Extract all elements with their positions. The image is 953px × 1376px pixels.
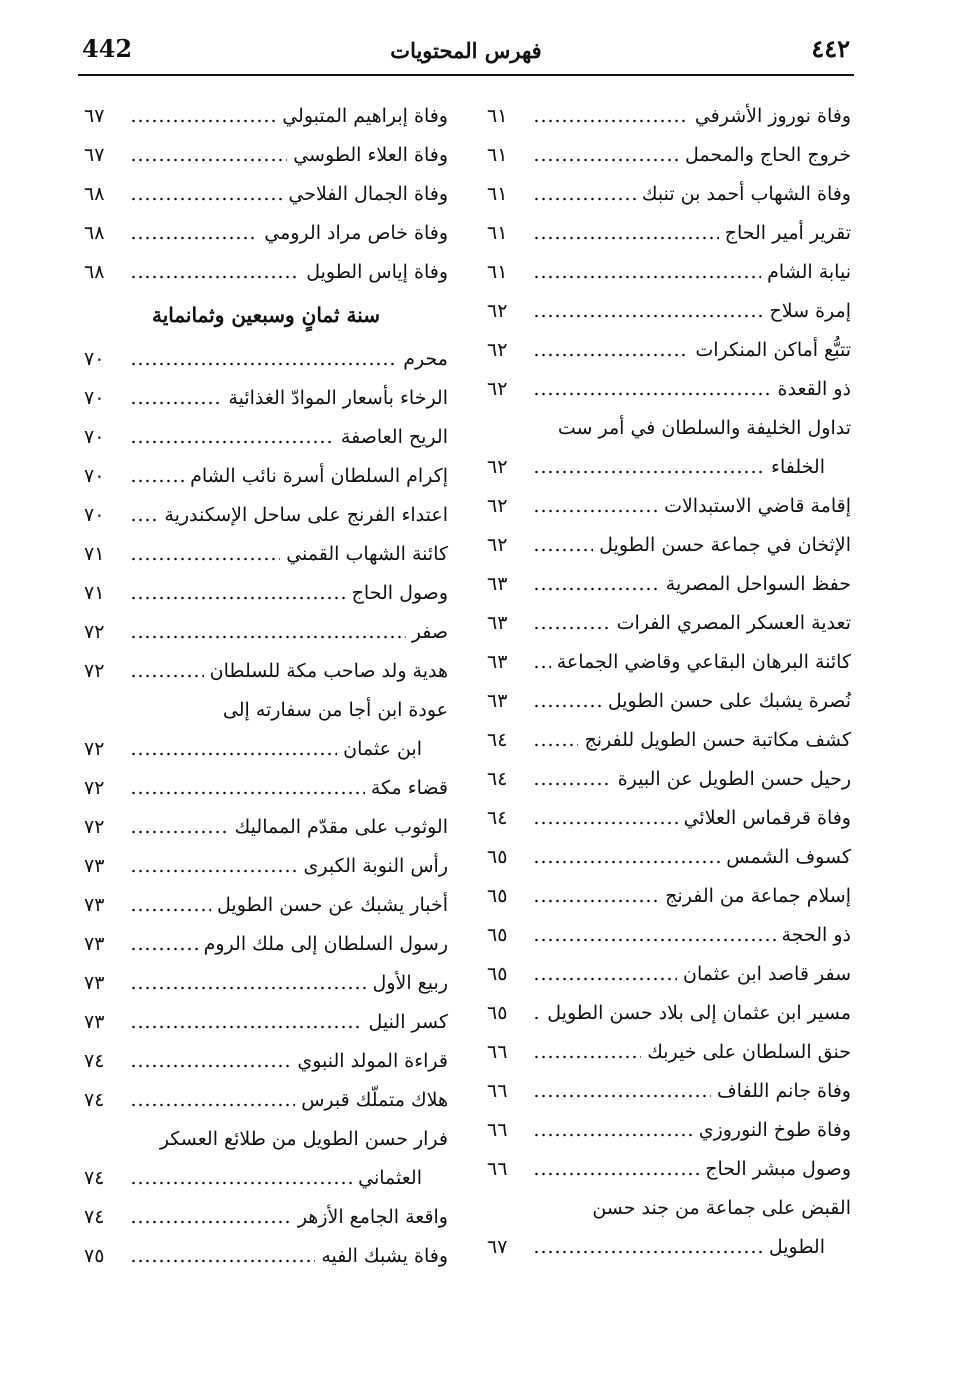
toc-entry-page: ٧٤ [84,1205,105,1228]
toc-entry-page: ٦٦ [487,1157,508,1180]
toc-entry [487,525,851,564]
dot-leader [130,674,204,678]
toc-entry [84,807,448,846]
dot-leader [130,236,258,240]
toc-entry [487,876,851,915]
toc-entry-wrapped-line [84,690,448,729]
toc-entry-page: ٦٥ [487,962,508,985]
toc-entry [487,759,851,798]
toc-entry-title: أخبار يشبك عن حسن الطويل [217,893,448,916]
toc-entry [487,798,851,837]
toc-entry-title: نيابة الشام [767,260,851,283]
dot-leader [533,197,636,201]
toc-entry [487,1149,851,1188]
dot-leader [533,1172,699,1176]
toc-entry-page: ٦٢ [487,455,508,478]
dot-leader [533,1055,641,1059]
toc-entry-page: ٧٣ [84,971,105,994]
toc-entry-page: ٧٢ [84,620,105,643]
toc-entry-title: وفاة قرقماس العلائي [683,806,851,829]
toc-entry-title: الرخاء بأسعار الموادّ الغذائية [228,386,448,409]
toc-entry-title: رسول السلطان إلى ملك الروم [203,932,448,955]
toc-entry-page: ٧٤ [84,1166,105,1189]
toc-entry-page: ٦٢ [487,533,508,556]
toc-entry-page: ٦٧ [84,104,105,127]
toc-entry-page: ٧٠ [84,425,105,448]
toc-entry [487,993,851,1032]
dot-leader [130,1025,363,1029]
toc-entry-title: هلاك متملّك قبرس [301,1088,448,1111]
page-number-latin: 442 [82,34,133,63]
toc-entry-title: وفاة إياس الطويل [306,260,448,283]
toc-entry-title: اعتداء الفرنج على ساحل الإسكندرية [164,503,448,526]
toc-entry-page: ٦٦ [487,1118,508,1141]
toc-entry-title: تقرير أمير الحاج [724,221,851,244]
dot-leader [130,791,365,795]
toc-entry [487,96,851,135]
toc-entry-title: هدية ولد صاحب مكة للسلطان [209,659,448,682]
toc-entry-page: ٦١ [487,143,508,166]
toc-entry-page: ٦٣ [487,689,508,712]
toc-entry-page: ٦٤ [487,767,508,790]
toc-entry-page: ٧٠ [84,503,105,526]
toc-entry [487,1227,851,1266]
toc-entry-title: وفاة نوروز الأشرفي [694,104,851,127]
dot-leader [130,1220,292,1224]
dot-leader [533,743,578,747]
dot-leader [533,392,772,396]
toc-entry-title: تداول الخليفة والسلطان في أمر ست [557,416,851,439]
toc-entry-title: حنق السلطان على خيربك [647,1040,851,1063]
dot-leader [533,509,658,513]
toc-entry [487,603,851,642]
toc-column-left [84,96,448,1275]
dot-leader [533,899,659,903]
toc-entry-page: ٦٧ [487,1235,508,1258]
toc-entry-title: الإثخان في جماعة حسن الطويل [599,533,851,556]
toc-entry-page: ٦٥ [487,923,508,946]
toc-entry-title: سفر قاصد ابن عثمان [683,962,851,985]
toc-entry [487,954,851,993]
dot-leader [130,518,158,522]
toc-entry-page: ٧١ [84,542,105,565]
toc-entry [84,963,448,1002]
toc-entry [487,642,851,681]
toc-entry-wrapped-line [487,408,851,447]
toc-entry-page: ٦٧ [84,143,105,166]
toc-entry [84,1236,448,1275]
toc-entry-title: عودة ابن أجا من سفارته إلى [222,698,448,721]
toc-entry [487,681,851,720]
page-header [82,30,850,70]
toc-entry-page: ٧٣ [84,893,105,916]
dot-leader [130,596,346,600]
toc-entry-title: قضاء مكة [370,776,448,799]
toc-entry-page: ٦٥ [487,845,508,868]
toc-entry-title: فرار حسن الطويل من طلائع العسكر [159,1127,448,1150]
toc-entry-title: ابن عثمان [343,737,422,760]
dot-leader [533,1250,763,1254]
toc-entry [84,1041,448,1080]
toc-entry-title: الريح العاصفة [340,425,448,448]
toc-entry-title: إكرام السلطان أسرة نائب الشام [190,464,448,487]
toc-entry-page: ٧٣ [84,1010,105,1033]
toc-entry [487,252,851,291]
toc-entry-title: الطويل [768,1235,825,1258]
dot-leader [533,1133,693,1137]
toc-entry-page: ٦٦ [487,1079,508,1102]
toc-entry [84,612,448,651]
toc-entry [84,252,448,291]
toc-entry-page: ٧٠ [84,347,105,370]
toc-entry-page: ٦١ [487,221,508,244]
toc-entry-page: ٦٢ [487,299,508,322]
toc-entry-page: ٦٢ [487,338,508,361]
toc-entry [84,573,448,612]
toc-entry [84,495,448,534]
dot-leader [130,197,282,201]
toc-entry-page: ٦١ [487,260,508,283]
toc-entry [84,768,448,807]
toc-entry-title: كائنة البرهان البقاعي وقاضي الجماعة [556,650,851,673]
toc-entry [487,1071,851,1110]
toc-entry-title: تعدية العسكر المصري الفرات [616,611,851,634]
toc-entry [84,96,448,135]
toc-entry-title: رحيل حسن الطويل عن البيرة [617,767,851,790]
toc-entry-title: ذو القعدة [777,377,851,400]
toc-entry-title: إسلام جماعة من الفرنج [665,884,851,907]
toc-entry [84,1158,448,1197]
dot-leader [130,908,211,912]
toc-entry-title: وفاة الشهاب أحمد بن تنبك [641,182,851,205]
toc-entry [487,837,851,876]
dot-leader [533,119,689,123]
toc-entry-title: رأس النوبة الكبرى [303,854,448,877]
toc-entry-page: ٦٤ [487,728,508,751]
page-number-arabic: ٤٤٢ [811,34,850,63]
toc-entry-wrapped-line [487,1188,851,1227]
toc-entry-title: واقعة الجامع الأزهر [297,1205,448,1228]
toc-entry [84,135,448,174]
dot-leader [533,158,679,162]
toc-entry-page: ٦٦ [487,1040,508,1063]
toc-entry-wrapped-line [84,1119,448,1158]
toc-entry-page: ٧٣ [84,854,105,877]
toc-entry [84,651,448,690]
toc-entry-page: ٦١ [487,182,508,205]
toc-column-right [487,96,851,1266]
dot-leader [130,275,300,279]
dot-leader [533,1094,711,1098]
toc-entry [84,534,448,573]
toc-entry-page: ٧٢ [84,659,105,682]
dot-leader [130,401,222,405]
dot-leader [130,986,367,990]
toc-entry-page: ٧٢ [84,776,105,799]
toc-entry [487,369,851,408]
header-rule [78,74,854,76]
toc-entry-title: وفاة جانم اللفاف [716,1079,851,1102]
dot-leader [130,947,198,951]
dot-leader [130,635,406,639]
toc-entry-title: وفاة طوخ النوروزي [698,1118,851,1141]
dot-leader [533,782,612,786]
toc-entry-title: ذو الحجة [781,923,851,946]
toc-entry [487,1110,851,1149]
toc-entry-page: ٦٣ [487,572,508,595]
toc-entry-title: وصول مبشر الحاج [705,1157,851,1180]
toc-entry-page: ٧٥ [84,1244,105,1267]
toc-entry [487,1032,851,1071]
toc-entry-page: ٧٠ [84,386,105,409]
toc-entry-title: القبض على جماعة من جند حسن [592,1196,851,1219]
toc-entry-page: ٦٨ [84,182,105,205]
dot-leader [130,1181,352,1185]
toc-entry [84,456,448,495]
dot-leader [533,665,551,669]
toc-entry-page: ٦٨ [84,221,105,244]
dot-leader [130,557,280,561]
toc-entry-title: كشف مكاتبة حسن الطويل للفرنج [584,728,851,751]
dot-leader [533,626,611,630]
dot-leader [533,860,720,864]
toc-entry-title: ربيع الأول [372,971,448,994]
toc-entry-title: الوثوب على مقدّم المماليك [234,815,448,838]
toc-entry [84,174,448,213]
toc-entry-page: ٧٢ [84,737,105,760]
toc-entry [487,564,851,603]
dot-leader [533,1016,541,1020]
toc-entry-page: ٦٢ [487,494,508,517]
dot-leader [130,752,337,756]
toc-entry [487,174,851,213]
toc-entry-page: ٦٥ [487,1001,508,1024]
toc-entry [84,924,448,963]
toc-entry-title: قراءة المولد النبوي [297,1049,448,1072]
toc-entry [84,1080,448,1119]
toc-entry-title: خروج الحاج والمحمل [685,143,851,166]
running-title: فهرس المحتويات [390,38,542,63]
toc-entry-page: ٦٥ [487,884,508,907]
toc-entry-page: ٧١ [84,581,105,604]
toc-entry-page: ٦٣ [487,650,508,673]
toc-entry-page: ٦١ [487,104,508,127]
toc-entry [487,486,851,525]
dot-leader [130,1064,291,1068]
toc-entry-title: كائنة الشهاب القمني [286,542,448,565]
toc-entry-page: ٧٤ [84,1049,105,1072]
toc-entry [84,417,448,456]
section-heading: سنة ثمانٍ وسبعين وثمانماية [151,303,381,327]
dot-leader [130,869,298,873]
toc-entry-title: صفر [411,620,448,643]
toc-entry-title: العثماني [358,1166,422,1189]
dot-leader [130,479,184,483]
toc-entry [84,339,448,378]
toc-entry-title: وفاة يشبك الفيه [321,1244,448,1267]
dot-leader [130,119,276,123]
dot-leader [533,548,593,552]
dot-leader [130,1103,295,1107]
toc-entry [487,915,851,954]
toc-entry-page: ٦٢ [487,377,508,400]
dot-leader [533,314,764,318]
toc-entry [487,213,851,252]
toc-entry [84,1197,448,1236]
toc-entry-title: وفاة الجمال الفلاحي [288,182,448,205]
dot-leader [130,1259,315,1263]
toc-entry [84,213,448,252]
toc-entry-page: ٧٣ [84,932,105,955]
toc-entry-title: كسر النيل [368,1010,448,1033]
toc-entry-page: ٦٣ [487,611,508,634]
toc-entry-title: وفاة العلاء الطوسي [293,143,448,166]
toc-entry-page: ٧٢ [84,815,105,838]
toc-entry-page: ٧٤ [84,1088,105,1111]
dot-leader [533,977,677,981]
toc-entry [84,729,448,768]
toc-entry [84,1002,448,1041]
toc-entry-title: مسير ابن عثمان إلى بلاد حسن الطويل [547,1001,851,1024]
toc-entry [84,885,448,924]
toc-entry-page: ٧٠ [84,464,105,487]
toc-entry-title: الخلفاء [771,455,825,478]
toc-entry-title: كسوف الشمس [726,845,851,868]
toc-entry-title: وفاة خاص مراد الرومي [264,221,448,244]
toc-entry-title: حفظ السواحل المصرية [665,572,851,595]
toc-entry-page: ٦٤ [487,806,508,829]
dot-leader [533,275,761,279]
toc-entry [84,846,448,885]
toc-entry [84,378,448,417]
toc-entry-title: إمرة سلاح [769,299,851,322]
toc-entry-title: نُصرة يشبك على حسن الطويل [607,689,851,712]
dot-leader [533,353,689,357]
dot-leader [533,236,719,240]
toc-entry [487,291,851,330]
toc-entry-page: ٦٨ [84,260,105,283]
toc-entry-title: محرم [403,347,448,370]
dot-leader [130,830,229,834]
dot-leader [533,938,776,942]
dot-leader [130,158,287,162]
dot-leader [533,587,660,591]
toc-entry-title: وصول الحاج [351,581,448,604]
dot-leader [533,821,678,825]
toc-entry [487,720,851,759]
toc-entry-title: إقامة قاضي الاستبدالات [664,494,851,517]
dot-leader [533,704,602,708]
dot-leader [130,440,335,444]
toc-entry [487,330,851,369]
toc-entry-title: تتبُّع أماكن المنكرات [695,338,851,361]
dot-leader [533,470,765,474]
toc-entry-title: وفاة إبراهيم المتبولي [282,104,448,127]
toc-entry [487,135,851,174]
toc-entry [487,447,851,486]
dot-leader [130,362,397,366]
